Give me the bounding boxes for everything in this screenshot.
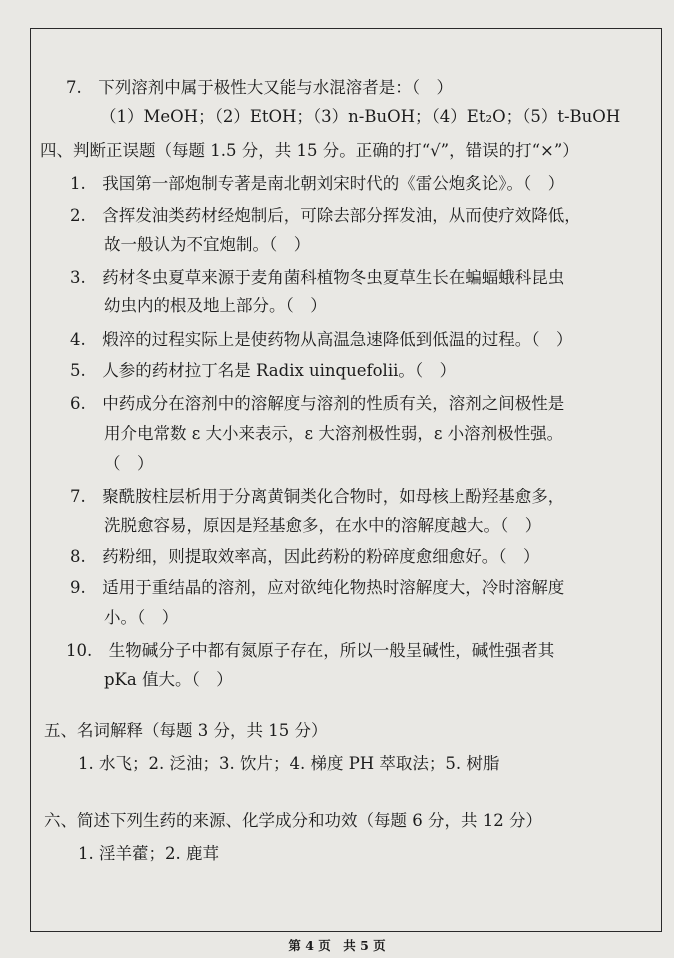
- tf-item-1-line-1: 1. 我国第一部炮制专著是南北朝刘宋时代的《雷公炮炙论》。（ ）: [70, 174, 565, 193]
- question-7-options: （1）MeOH；（2）EtOH；（3）n-BuOH；（4）Et₂O；（5）t-BuOH: [100, 107, 621, 126]
- tf-item-6-line-3: （ ）: [104, 454, 154, 473]
- tf-item-7-line-2: 洗脱愈容易，原因是羟基愈多，在水中的溶解度越大。（ ）: [104, 516, 542, 535]
- section-6-title: 六、简述下列生药的来源、化学成分和功效（每题 6 分，共 12 分）: [44, 811, 542, 830]
- tf-item-6-line-2: 用介电常数 ε 大小来表示，ε 大溶剂极性弱，ε 小溶剂极性强。: [104, 424, 564, 443]
- tf-item-2-line-2: 故一般认为不宜炮制。（ ）: [104, 235, 311, 254]
- question-7-stem: 7. 下列溶剂中属于极性大又能与水混溶者是：（ ）: [66, 78, 453, 97]
- tf-item-6-line-1: 6. 中药成分在溶剂中的溶解度与溶剂的性质有关，溶剂之间极性是: [70, 394, 565, 413]
- tf-item-10-line-1: 10. 生物碱分子中都有氮原子存在，所以一般呈碱性，碱性强者其: [66, 641, 555, 660]
- tf-item-8-line-1: 8. 药粉细，则提取效率高，因此药粉的粉碎度愈细愈好。（ ）: [70, 547, 540, 566]
- tf-item-9-line-2: 小。（ ）: [104, 608, 179, 627]
- page-border-frame: [30, 28, 662, 932]
- tf-item-10-line-2: pKa 值大。（ ）: [104, 670, 233, 689]
- tf-item-9-line-1: 9. 适用于重结晶的溶剂，应对欲纯化物热时溶解度大，冷时溶解度: [70, 578, 565, 597]
- section-4-title: 四、判断正误题（每题 1.5 分，共 15 分。正确的打“√”，错误的打“×”）: [40, 141, 579, 160]
- tf-item-3-line-2: 幼虫内的根及地上部分。（ ）: [104, 296, 327, 315]
- tf-item-4-line-1: 4. 煅淬的过程实际上是使药物从高温急速降低到低温的过程。（ ）: [70, 330, 573, 349]
- tf-item-2-line-1: 2. 含挥发油类药材经炮制后，可除去部分挥发油，从而使疗效降低，: [70, 206, 581, 225]
- page-number-footer: 第 4 页 共 5 页: [288, 938, 386, 953]
- section-5-title: 五、名词解释（每题 3 分，共 15 分）: [44, 721, 328, 740]
- tf-item-5-line-1: 5. 人参的药材拉丁名是 Radix uinquefolii。（ ）: [70, 361, 457, 380]
- section-5-content: 1. 水飞；2. 泛油；3. 饮片；4. 梯度 PH 萃取法；5. 树脂: [78, 754, 500, 773]
- tf-item-7-line-1: 7. 聚酰胺柱层析用于分离黄铜类化合物时，如母核上酚羟基愈多，: [70, 487, 565, 506]
- section-6-content: 1. 淫羊藿；2. 鹿茸: [78, 844, 219, 863]
- tf-item-3-line-1: 3. 药材冬虫夏草来源于麦角菌科植物冬虫夏草生长在蝙蝠蛾科昆虫: [70, 268, 565, 287]
